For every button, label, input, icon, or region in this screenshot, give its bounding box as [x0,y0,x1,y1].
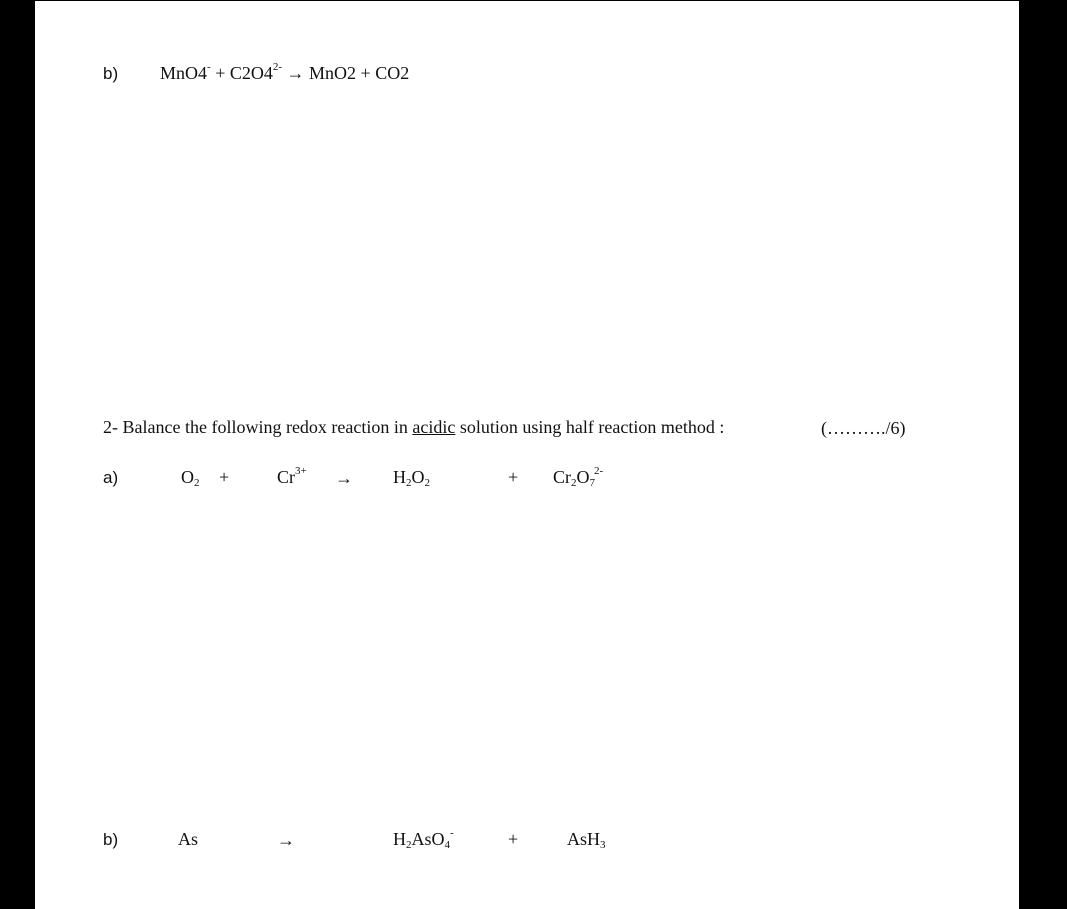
species-arsenic: As [178,829,199,849]
species-o2: $O_2$ [181,467,200,489]
permanganate-charge: - [207,61,211,73]
plus-sign: + [219,467,230,487]
plus-sign: + [508,467,519,487]
species-h2aso4: $H_2AsO_4^-$ [393,827,454,851]
oxalate-charge: 2- [272,61,283,73]
reaction-arrow: → [286,63,305,83]
plus-sign: + [215,63,226,83]
document-page [35,0,1019,909]
part-a-label: a) [103,468,119,487]
species-arsine: AsH$_3$ [567,829,606,851]
reaction-arrow: → [277,830,295,850]
part-b-bottom-label: b) [103,830,119,849]
score-box: (………./6) [821,418,906,438]
question-2-underlined: acidic [412,417,456,437]
part-b-label: b) [103,64,119,83]
plus-sign: + [508,829,519,849]
plus-sign: + [360,63,371,83]
species-h2o2: $H_2O_2$ [393,467,430,489]
reaction-arrow: → [335,468,353,488]
reactant-oxalate: C2O4 [229,63,273,83]
reactant-permanganate: MnO4 [160,63,208,83]
equation-permanganate-oxalate [160,63,409,84]
question-2-prefix: 2- Balance the following redox reaction in [103,417,413,437]
product-co2: CO2 [375,63,410,83]
question-2-suffix: solution using half reaction method : [455,417,725,437]
species-dichromate: $Cr_2O_7^{2-}$ [553,465,604,489]
question-2-text [103,417,724,438]
species-cr3plus: $Cr^{3+}$ [277,465,307,487]
product-mno2: MnO2 [309,63,357,83]
